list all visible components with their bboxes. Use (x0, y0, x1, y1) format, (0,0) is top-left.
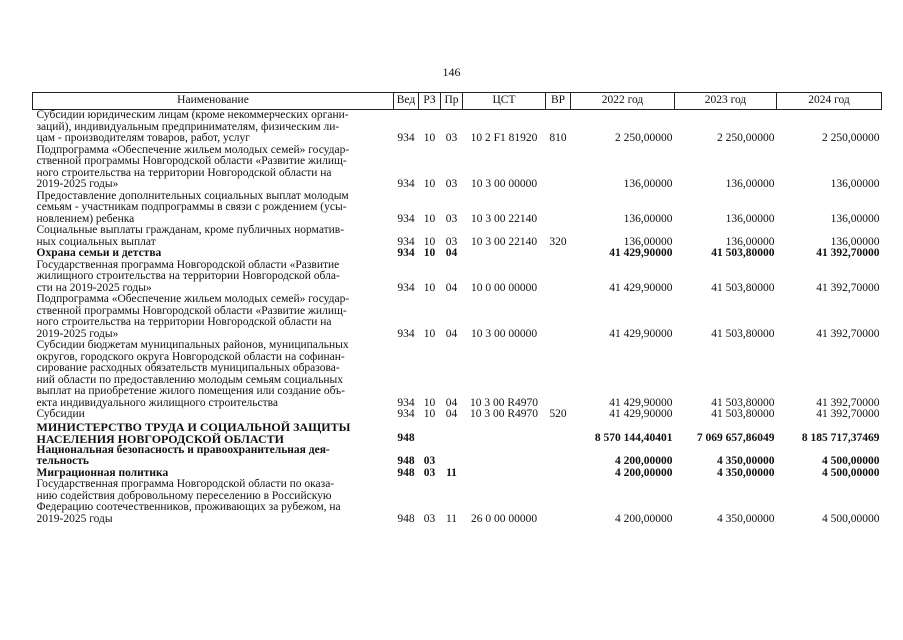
page-number: 146 (442, 65, 461, 79)
row-cst: 26 0 00 00000 (470, 512, 538, 525)
row-value-2023: 41 503,80000 (711, 247, 775, 259)
row-ved: 934 (397, 396, 415, 409)
row-rz: 10 (423, 132, 436, 144)
row-value-2022: 41 429,90000 (609, 408, 673, 420)
row-ved: 934 (397, 247, 415, 259)
row-vr (546, 260, 571, 295)
row-value-2022: 136,00000 (623, 212, 673, 225)
row-value-2022: 41 429,90000 (609, 396, 673, 409)
row-value-2023: 136,00000 (725, 212, 775, 225)
header-cst: ЦСТ (463, 93, 546, 110)
row-cst (463, 445, 546, 468)
row-cst (463, 248, 546, 260)
row-value-2023: 7 069 657,86049 (696, 432, 775, 444)
header-year-2022: 2022 год (571, 93, 675, 110)
row-value-2024: 4 500,00000 (822, 455, 880, 467)
row-value-2024: 41 392,70000 (816, 281, 880, 294)
row-value-2022: 8 570 144,40401 (594, 432, 673, 444)
row-rz: 03 (423, 455, 436, 467)
row-value-2023: 136,00000 (725, 178, 775, 190)
row-cst (463, 468, 546, 480)
row-value-2022: 41 429,90000 (609, 281, 673, 294)
row-ved: 934 (397, 408, 415, 420)
row-vr (546, 445, 571, 468)
row-pr: 04 (445, 327, 458, 340)
row-value-2024: 136,00000 (830, 212, 880, 225)
row-value-2024: 2 250,00000 (822, 132, 880, 144)
row-vr (546, 145, 571, 191)
row-vr (546, 421, 571, 445)
row-cst: 10 0 00 00000 (470, 281, 538, 294)
row-cst (463, 421, 546, 445)
table-row (33, 294, 882, 340)
row-value-2024: 41 392,70000 (816, 408, 880, 420)
row-value-2024: 136,00000 (830, 178, 880, 190)
row-value-2023: 41 503,80000 (711, 327, 775, 340)
table-row (33, 225, 882, 248)
row-name: Охрана семьи и детства (36, 247, 162, 259)
table-row (33, 248, 882, 260)
row-value-2022: 4 200,00000 (615, 466, 673, 479)
table-row (33, 409, 882, 421)
row-pr: 04 (445, 247, 458, 259)
row-name: Субсидии (36, 408, 85, 420)
row-rz: 10 (423, 408, 436, 420)
row-value-2023: 4 350,00000 (717, 466, 775, 479)
table-header-row (33, 93, 882, 110)
row-ved: 948 (397, 466, 415, 479)
header-pr: Пр (441, 93, 463, 110)
row-pr (441, 421, 463, 445)
row-ved: 948 (397, 432, 415, 444)
header-year-2024: 2024 год (777, 93, 882, 110)
row-value-2024: 8 185 717,37469 (801, 432, 880, 444)
row-vr (546, 479, 571, 525)
row-value-2022: 2 250,00000 (615, 132, 673, 144)
table-row (33, 191, 882, 226)
row-ved: 934 (397, 235, 415, 248)
row-cst: 10 3 00 00000 (470, 327, 538, 340)
row-value-2023: 41 503,80000 (711, 408, 775, 420)
row-vr (546, 468, 571, 480)
row-cst: 10 3 00 22140 (470, 235, 538, 248)
row-pr: 11 (446, 466, 457, 479)
row-value-2023: 4 350,00000 (717, 455, 775, 467)
row-value-2023: 41 503,80000 (711, 396, 775, 409)
table-row (33, 260, 882, 295)
table-row (33, 110, 882, 145)
table-row (33, 479, 882, 525)
row-value-2024: 41 392,70000 (816, 396, 880, 409)
header-ved: Вед (394, 93, 419, 110)
row-rz: 03 (423, 466, 436, 479)
table-row (33, 421, 882, 445)
row-vr (546, 248, 571, 260)
row-value-2023: 4 350,00000 (717, 512, 775, 525)
row-name: Субсидии бюджетам муниципальных районов, муниципальных округов, городского округа Новгородской области на софинан- сирование расходных обязательств муниципальных образова- ний области по предоставлению молодым семьям социальных выплат на приобретение жилого помещения или создание объ- екта индивидуального жилищного строительства (36, 339, 349, 409)
row-pr: 03 (445, 235, 458, 248)
row-cst: 10 3 00 22140 (470, 212, 538, 225)
row-rz: 10 (423, 327, 436, 340)
header-name: Наименование (33, 93, 394, 110)
table-row (33, 445, 882, 468)
row-name: Субсидии юридическим лицам (кроме некоммерческих органи- заций), индивидуальным предпринимателям, физическим ли- цам - производителям товаров, работ, услуг (36, 109, 349, 144)
row-rz: 10 (423, 281, 436, 294)
row-cst: 10 2 F1 81920 (470, 132, 538, 144)
row-pr: 03 (445, 212, 458, 225)
row-value-2022: 4 200,00000 (615, 455, 673, 467)
row-ved: 934 (397, 178, 415, 190)
row-rz: 10 (423, 178, 436, 190)
row-ved: 948 (397, 455, 415, 467)
row-value-2022: 136,00000 (623, 178, 673, 190)
row-name: Подпрограмма «Обеспечение жильем молодых семей» государ- ственной программы Новгородской области «Развитие жилищ- ного строительства на территории Новгородской области на 2019-2025 годы» (36, 293, 350, 340)
row-value-2022: 41 429,90000 (609, 247, 673, 259)
row-name: Социальные выплаты гражданам, кроме публичных норматив- ных социальных выплат (36, 224, 345, 248)
table-row (33, 340, 882, 409)
row-pr: 04 (445, 408, 458, 420)
row-value-2024: 4 500,00000 (822, 466, 880, 479)
row-value-2022: 4 200,00000 (615, 512, 673, 525)
row-name: Государственная программа Новгородской области по оказа- нию содействия добровольному переселению в Российскую Федерацию соотечественников, проживающих за рубежом, на 2019-2025 годы (36, 478, 341, 525)
row-rz: 10 (423, 212, 436, 225)
row-pr: 04 (445, 396, 458, 409)
row-vr: 320 (549, 235, 567, 248)
row-ved: 934 (397, 327, 415, 340)
row-pr (441, 445, 463, 468)
row-ved: 934 (397, 281, 415, 294)
row-name: Предоставление дополнительных социальных выплат молодым семьям - участникам подпрограммы в связи с рождением (усы- новлением) ребенка (36, 189, 349, 225)
row-rz: 03 (423, 512, 436, 525)
row-name: Государственная программа Новгородской области «Развитие жилищного строительства на территории Новгородской обла- сти на 2019-2025 годы» (36, 258, 340, 294)
row-cst: 10 3 00 R4970 (469, 396, 539, 409)
table-row (33, 145, 882, 191)
row-vr (546, 294, 571, 340)
row-name: Подпрограмма «Обеспечение жильем молодых семей» государ- ственной программы Новгородской области «Развитие жилищ- ного строительства на территории Новгородской области на 2019-2025 годы» (36, 143, 350, 190)
row-value-2022: 136,00000 (623, 235, 673, 248)
row-pr: 11 (445, 512, 458, 525)
row-rz (419, 421, 441, 445)
row-value-2023: 41 503,80000 (711, 281, 775, 294)
row-value-2024: 136,00000 (830, 235, 880, 248)
table-body (33, 110, 882, 526)
row-pr: 03 (445, 178, 458, 190)
row-vr (546, 340, 571, 409)
header-vr: ВР (546, 93, 571, 110)
row-name: Миграционная политика (36, 466, 169, 479)
row-ved: 934 (397, 132, 415, 144)
row-value-2024: 4 500,00000 (822, 512, 880, 525)
budget-table (32, 92, 882, 525)
row-vr: 520 (549, 408, 567, 420)
row-value-2023: 2 250,00000 (717, 132, 775, 144)
row-name: Национальная безопасность и правоохранительная дея- тельность (36, 443, 330, 467)
row-cst: 10 3 00 00000 (470, 178, 538, 190)
header-rz: РЗ (419, 93, 441, 110)
row-pr: 04 (445, 281, 458, 294)
row-rz: 10 (423, 396, 436, 409)
row-value-2023: 136,00000 (725, 235, 775, 248)
row-rz: 10 (423, 247, 436, 259)
row-rz: 10 (423, 235, 436, 248)
row-pr: 03 (445, 132, 458, 144)
row-cst: 10 3 00 R4970 (469, 408, 539, 420)
row-value-2024: 41 392,70000 (816, 247, 880, 259)
row-value-2024: 41 392,70000 (816, 327, 880, 340)
row-vr: 810 (549, 132, 567, 144)
row-name: МИНИСТЕРСТВО ТРУДА И СОЦИАЛЬНОЙ ЗАЩИТЫ НАСЕЛЕНИЯ НОВГОРОДСКОЙ ОБЛАСТИ (36, 419, 351, 446)
header-year-2023: 2023 год (675, 93, 777, 110)
row-value-2022: 41 429,90000 (609, 327, 673, 340)
row-ved: 934 (397, 212, 415, 225)
row-vr (546, 191, 571, 226)
row-ved: 948 (397, 512, 415, 525)
